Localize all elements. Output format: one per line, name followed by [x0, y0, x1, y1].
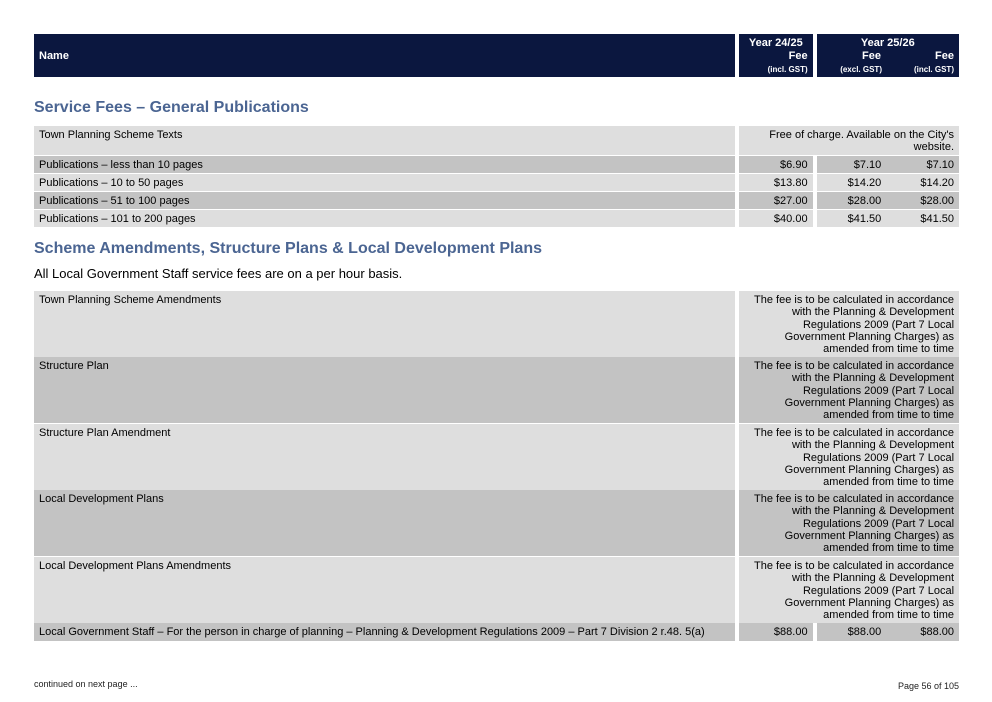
row-name: Town Planning Scheme Texts — [34, 126, 735, 155]
table-row — [34, 490, 959, 556]
row-free-text: Free of charge. Available on the City's website. — [739, 126, 959, 155]
row-calc-text: The fee is to be calculated in accordance with the Planning & Development Regulations 2009 (Part 7 Local Government Planning Charges) as amended from time to time — [739, 357, 959, 423]
row-name: Structure Plan Amendment — [34, 424, 735, 490]
table-row — [34, 557, 959, 623]
row-fee-incl: $28.00 — [887, 192, 959, 209]
table-row — [34, 156, 959, 173]
row-fee-24-25: $27.00 — [739, 192, 813, 209]
row-fee-24-25: $88.00 — [739, 623, 813, 641]
table-row — [34, 623, 959, 641]
table-row — [34, 291, 959, 357]
section-note: All Local Government Staff service fees are on a per hour basis. — [34, 266, 403, 281]
header-year-24-25 — [739, 34, 813, 77]
row-calc-text: The fee is to be calculated in accordance with the Planning & Development Regulations 2009 (Part 7 Local Government Planning Charges) as amended from time to time — [739, 291, 959, 357]
row-fee-incl: $7.10 — [887, 156, 959, 173]
table-row — [34, 210, 959, 227]
row-fee-incl: $88.00 — [887, 623, 959, 641]
table-row — [34, 357, 959, 423]
row-name: Local Development Plans — [34, 490, 735, 556]
row-name: Structure Plan — [34, 357, 735, 423]
row-fee-24-25: $6.90 — [739, 156, 813, 173]
table-row — [34, 126, 959, 155]
row-fee-incl: $14.20 — [887, 174, 959, 191]
header-excl-gst: (excl. GST) — [840, 65, 882, 74]
row-calc-text: The fee is to be calculated in accordance with the Planning & Development Regulations 2009 (Part 7 Local Government Planning Charges) as amended from time to time — [739, 490, 959, 556]
row-name: Publications – less than 10 pages — [34, 156, 735, 173]
row-fee-excl: $88.00 — [817, 623, 888, 641]
row-name: Publications – 10 to 50 pages — [34, 174, 735, 191]
header-fee-a: Fee — [788, 50, 808, 62]
table-header — [34, 34, 959, 77]
header-fee-excl: Fee — [862, 50, 881, 62]
row-name: Publications – 51 to 100 pages — [34, 192, 735, 209]
row-calc-text: The fee is to be calculated in accordance with the Planning & Development Regulations 2009 (Part 7 Local Government Planning Charges) as amended from time to time — [739, 557, 959, 623]
header-year-25-26 — [817, 34, 959, 77]
row-name: Publications – 101 to 200 pages — [34, 210, 735, 227]
row-fee-24-25: $40.00 — [739, 210, 813, 227]
table-row — [34, 424, 959, 490]
header-fee-incl: Fee — [935, 50, 954, 62]
section-title-publications: Service Fees – General Publications — [34, 99, 309, 116]
header-name: Name — [34, 34, 735, 77]
row-fee-excl: $7.10 — [817, 156, 888, 173]
header-incl-gst-b: (incl. GST) — [913, 65, 954, 74]
row-fee-excl: $41.50 — [817, 210, 888, 227]
header-year-b: Year 25/26 — [860, 37, 915, 49]
row-fee-excl: $28.00 — [817, 192, 888, 209]
row-calc-text: The fee is to be calculated in accordance with the Planning & Development Regulations 2009 (Part 7 Local Government Planning Charges) as amended from time to time — [739, 424, 959, 490]
header-incl-gst-a: (incl. GST) — [767, 65, 808, 74]
table-row — [34, 174, 959, 191]
row-fee-excl: $14.20 — [817, 174, 888, 191]
row-name: Town Planning Scheme Amendments — [34, 291, 735, 357]
table-row — [34, 192, 959, 209]
page-number: Page 56 of 105 — [897, 681, 959, 691]
row-fee-24-25: $13.80 — [739, 174, 813, 191]
header-year-a: Year 24/25 — [748, 37, 803, 49]
row-name: Local Government Staff – For the person in charge of planning – Planning & Development Regulations 2009 – Part 7 Division 2 r.48. 5(a) — [34, 623, 735, 641]
row-fee-incl: $41.50 — [887, 210, 959, 227]
row-name: Local Development Plans Amendments — [34, 557, 735, 623]
footer-continued: continued on next page ... — [34, 679, 138, 689]
section-title-scheme-amendments: Scheme Amendments, Structure Plans & Local Development Plans — [34, 240, 542, 257]
